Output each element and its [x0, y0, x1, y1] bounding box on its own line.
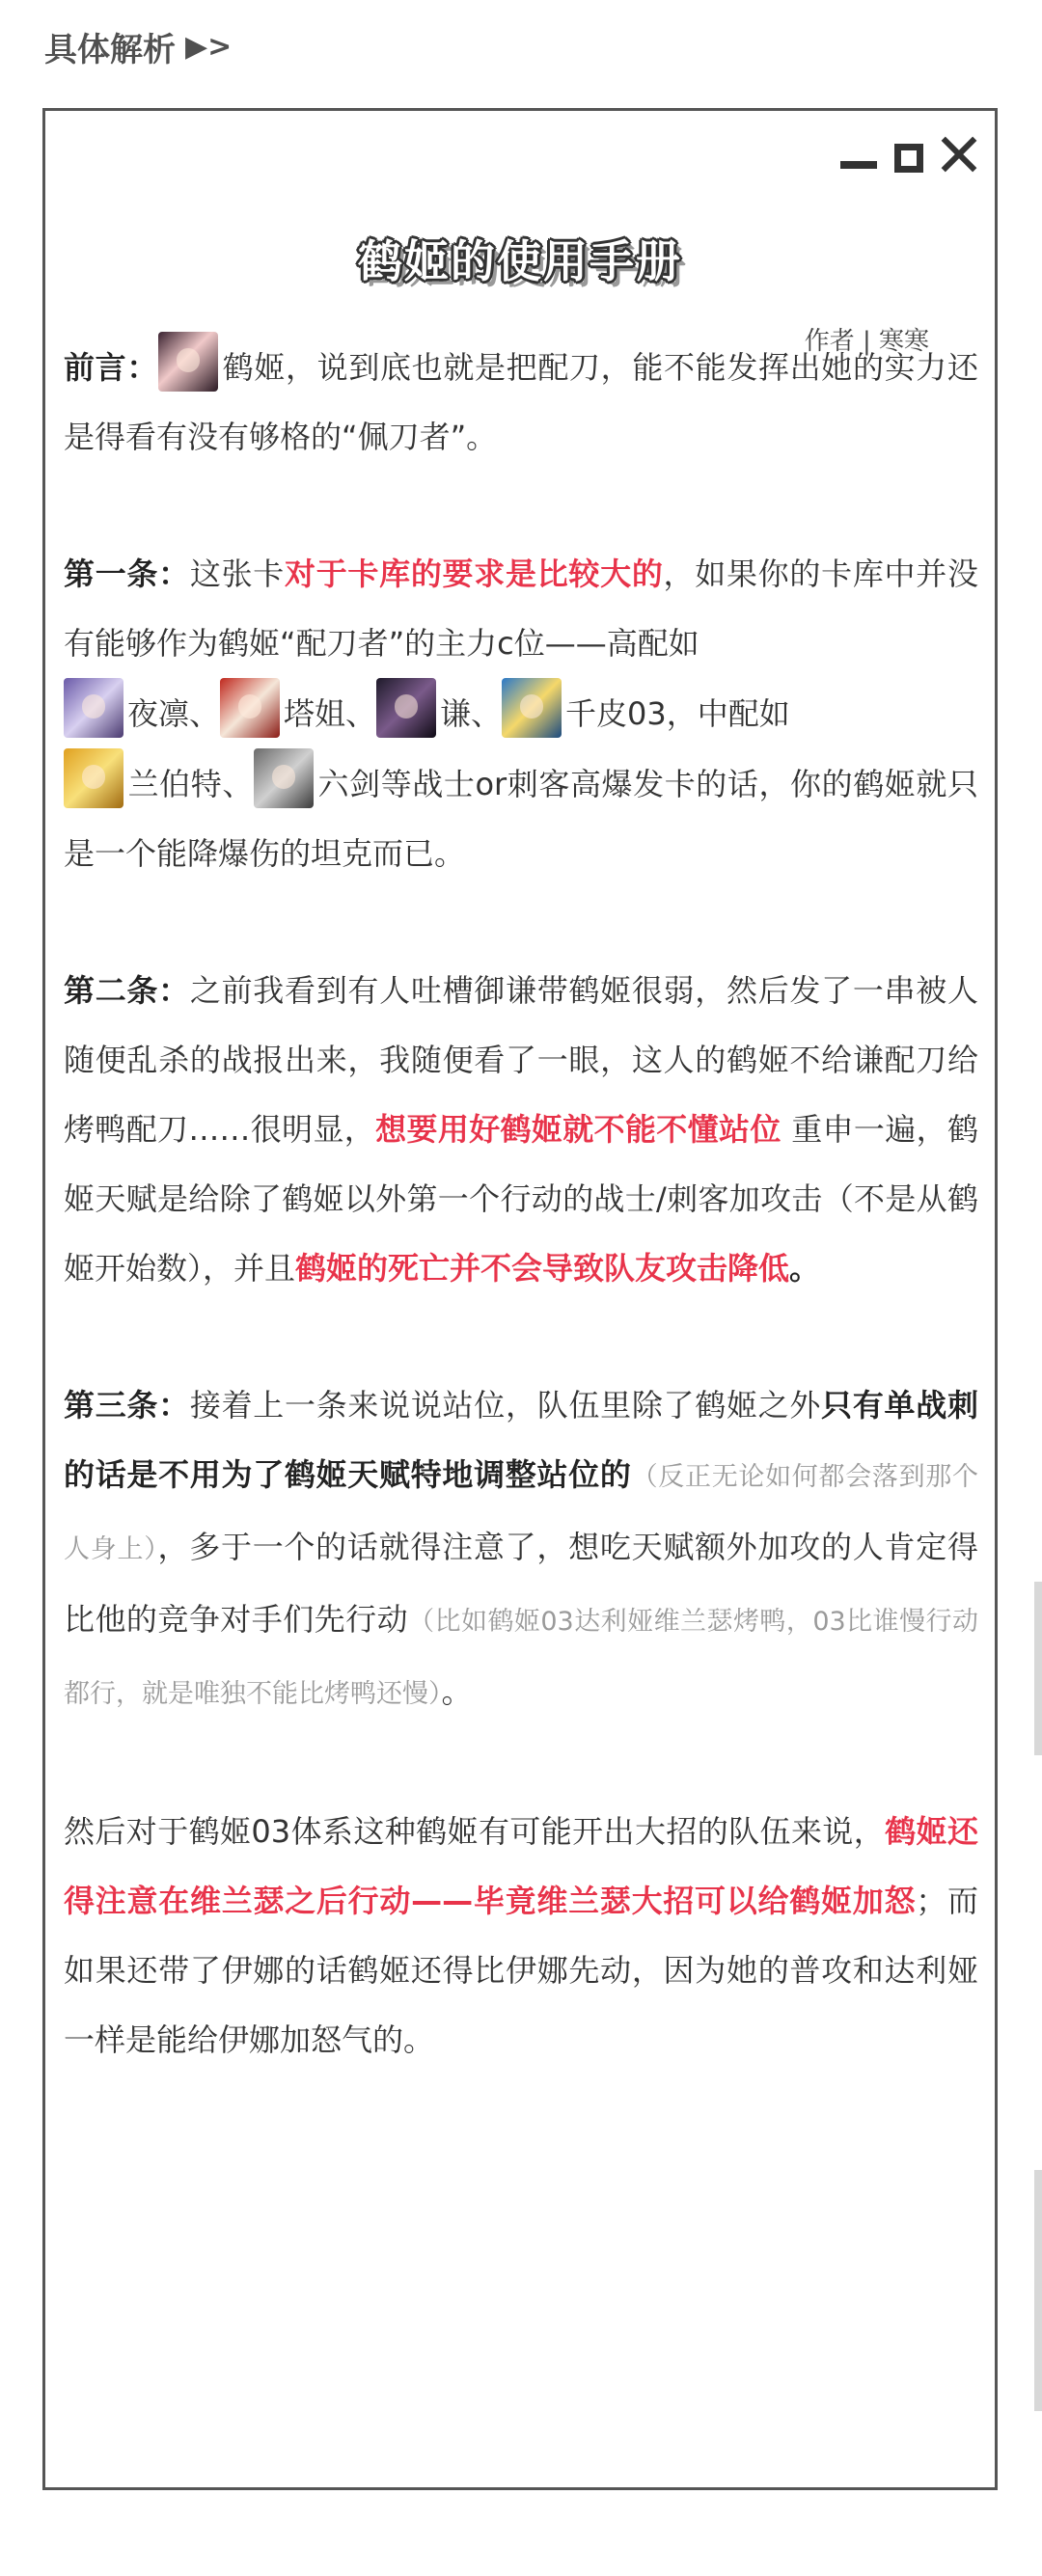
- window-controls: [840, 136, 977, 173]
- article-body: [64, 332, 978, 2142]
- paragraph-preface: [64, 332, 978, 472]
- paragraph-rule-3: [64, 1370, 978, 1729]
- author-credit: 作者 | 寒寒: [804, 327, 929, 356]
- hero-avatar-icon: [220, 678, 280, 738]
- rule-3-note-b: （比如鹤姬03达利娅维兰瑟烤鸭，03比谁慢行动都行，就是唯独不能比烤鸭还慢）: [64, 1607, 978, 1709]
- rule-2-highlight-a: 想要用好鹤姬就不能不懂站位: [375, 1111, 782, 1148]
- section-header: [44, 23, 232, 70]
- scroll-indicator: [1034, 1582, 1042, 1755]
- preface-label: 前言：: [64, 349, 158, 386]
- hero-name-tajie: 塔姐、: [284, 695, 377, 732]
- rule-2-text-b: 重申一遍，鹤姬天赋是给除了鹤姬以外第一个行动的战士/刺客加攻击（不是从鹤姬开始数），并且: [64, 1111, 978, 1287]
- hero-name-qian: 谦、: [440, 695, 503, 732]
- rule-3-text-b: ，多于一个的话就得注意了，想吃天赋额外加攻的人肯定得比他的竞争对手们先行动: [64, 1529, 978, 1638]
- rule-4-text-a: 然后对于鹤姬03体系这种鹤姬有可能开出大招的队伍来说，: [64, 1813, 886, 1850]
- minimize-icon: [840, 161, 877, 169]
- section-header-label: 具体解析: [44, 31, 176, 69]
- rule-1-label: 第一条：: [64, 556, 190, 592]
- hero-avatar-icon: [376, 678, 436, 738]
- paragraph-rule-2: [64, 956, 978, 1303]
- hero-name-lanbo: 兰伯特、: [127, 766, 254, 802]
- hero-avatar-icon: [254, 748, 314, 808]
- close-icon: [941, 136, 977, 173]
- hero-name-liujian: 六剑等战士or刺客高爆发卡的话，你的鹤姬就只是一个能降爆伤的坦克而已。: [64, 766, 978, 872]
- rule-4-highlight: 鹤姬还得注意在维兰瑟之后行动——毕竟维兰瑟大招可以给鹤姬加怒: [64, 1813, 978, 1919]
- maximize-icon: [894, 144, 923, 173]
- preface-text: 鹤姬，说到底也就是把配刀，能不能发挥出她的实力还是得看有没有够格的“佩刀者”。: [64, 349, 978, 455]
- rule-3-text-c: 。: [441, 1673, 473, 1710]
- hero-name-qianpi: 千皮03，中配如: [565, 695, 790, 732]
- rule-3-text-a: 接着上一条来说说站位，队伍里除了鹤姬之外: [189, 1387, 822, 1424]
- rule-1-text-a: 这张卡: [189, 556, 285, 592]
- rule-3-note-a: （反正无论如何都会落到那个人身上）: [64, 1462, 978, 1564]
- rule-3-label: 第三条：: [64, 1387, 190, 1424]
- rule-1-text-b: ，如果你的卡库中并没有能够作为鹤姬“配刀者”的主力c位——高配如: [64, 556, 978, 662]
- rule-1-highlight: 对于卡库的要求是比较大的: [285, 556, 664, 592]
- rule-4-text-b: ；而如果还带了伊娜的话鹤姬还得比伊娜先动，因为她的普攻和达利娅一样是能给伊娜加怒气的。: [64, 1883, 978, 2058]
- rule-2-highlight-b: 鹤姬的死亡并不会导致队友攻击降低: [295, 1250, 790, 1287]
- paragraph-rule-4: [64, 1797, 978, 2074]
- rule-3-strong: 只有单战刺的话是不用为了鹤姬天赋特地调整站位的: [64, 1387, 978, 1493]
- arrow-right-icon: ▶>: [185, 30, 233, 64]
- rule-2-text-c: 。: [789, 1250, 821, 1287]
- paragraph-rule-1: [64, 539, 978, 888]
- scroll-indicator: [1034, 2170, 1042, 2411]
- hero-avatar-icon: [64, 748, 123, 808]
- hero-avatar-icon: [64, 678, 123, 738]
- rule-2-text-a: 之前我看到有人吐槽御谦带鹤姬很弱，然后发了一串被人随便乱杀的战报出来，我随便看了一眼，这人的鹤姬不给谦配刀给烤鸭配刀……很明显，: [64, 972, 978, 1148]
- page-title: 鹤姬的使用手册: [358, 235, 682, 287]
- hero-name-yelin: 夜凛、: [127, 695, 221, 732]
- hero-avatar-icon: [502, 678, 562, 738]
- hero-avatar-icon: [158, 332, 218, 392]
- rule-2-label: 第二条：: [64, 972, 190, 1009]
